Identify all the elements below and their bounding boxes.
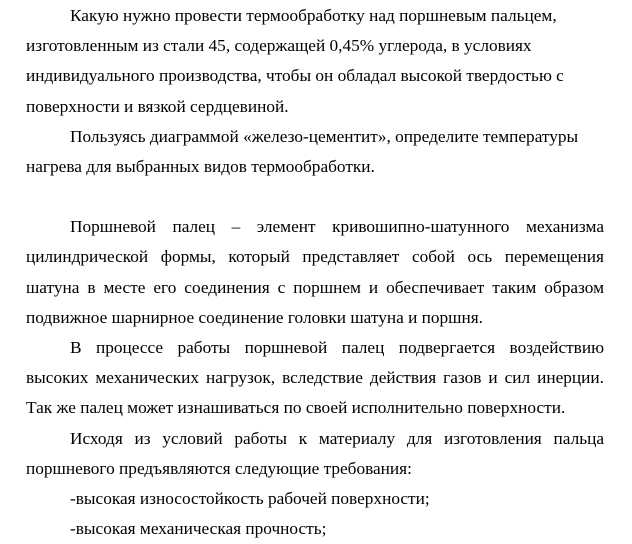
- requirement-item-1: -высокая износостойкость рабочей поверхности;: [70, 489, 430, 509]
- paragraph-gap: [26, 182, 604, 212]
- body-paragraph-1: Поршневой палец – элемент кривошипно-шатунного механизма цилиндрической формы, который представляет собой ось перемещения шатуна в месте его соединения с поршнем и обеспечивает таким образом подвижное шарнирное соединение головки шатуна и поршня.: [26, 217, 604, 327]
- task-paragraph-1: Какую нужно провести термообработку над поршневым пальцем, изготовленным из стали 45, содержащей 0,45% углерода, в условиях индивидуального производства, чтобы он обладал высокой твердостью с поверхности и вязкой сердцевиной.: [26, 6, 564, 116]
- task-paragraph-2: Пользуясь диаграммой «железо-цементит», определите температуры нагрева для выбранных видов термообработки.: [26, 126, 579, 177]
- requirement-item-2: -высокая механическая прочность;: [70, 519, 327, 539]
- body-paragraph-2: В процессе работы поршневой палец подвергается воздействию высоких механических нагрузок, вследствие действия газов и сил инерции. Так же палец может изнашиваться по своей исполнительно поверхности.: [26, 338, 604, 418]
- body-paragraph-3: Исходя из условий работы к материалу для изготовления пальца поршневого предъявляются следующие требования:: [26, 428, 604, 478]
